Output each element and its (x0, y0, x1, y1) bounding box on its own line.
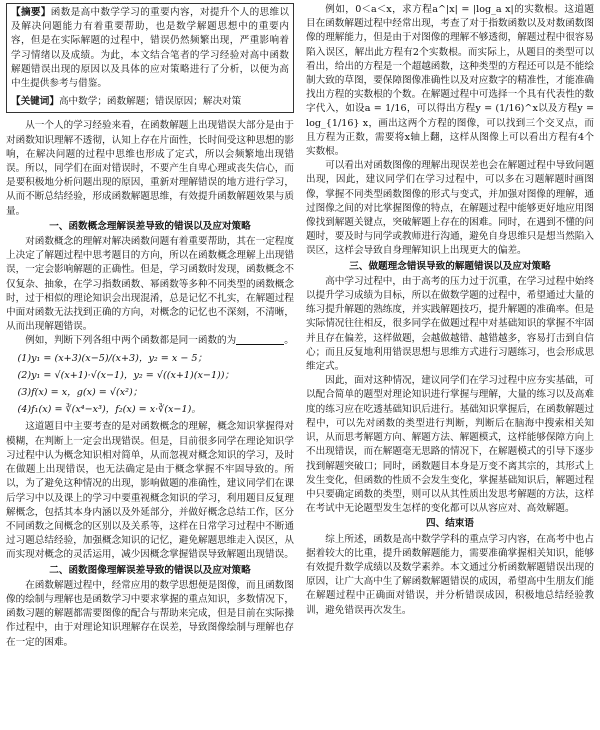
section-1-paragraph-1: 对函数概念的理解对解决函数问题有着重要帮助，其在一定程度上决定了解题过程中思考题目的方向，所以在函数概念理解上出现错误，一定会影响解题的正确性。但是，学习函数时发现，函数概念不仅复杂、抽象，在学习指数函数、幂函数等多种不同类型的函数概念时，过于相似的理论知识会出现混淆，总是记忆不扎实，在解题过程中面对函数无法找到正确的方向，对概念的记忆也不深刻，不清晰，从而出现解题错误。 (6, 236, 294, 333)
keywords-text: 高中数学；函数解题；错误原因；解决对策 (58, 96, 242, 108)
formula-4: (4)f₁(x) = ∛(x⁴−x³)，f₂(x) = x·∛(x−1)。 (17, 404, 201, 416)
keywords-paragraph (11, 95, 289, 109)
formula-1: (1)y₁ = (x+3)(x−5)/(x+3)，y₂ = x − 5； (17, 352, 208, 364)
section-3-paragraph-2: 因此，面对这种情况，建议同学们在学习过程中应夯实基础，可以配合简单的题型对理论知识进行掌握与理解，大量的练习以及高难度的练习应在吃透基础知识后进行。基础知识掌握后，在函数解题过程中，可以先对函数的类型进行判断，判断后在脑海中搜索相关知识，从而思考解题方向、解题方法、解题模式，这样能够保障方向上不出现错误，而在解题毫无思路的情况下，在解题模式的引导下逐步找到解题突破口；同时，函数题目本身是万变不离其宗的，其形式上发生变化，但函数的性质不会发生变化，掌握基础知识后，解题过程中只要确定函数的类型，则可以从其性质出发思考解题的方法，这样在考试中无论题型发生怎样的变化都可以从容应对、高效解题。 (306, 375, 594, 515)
example-lead-end: 。 (284, 335, 294, 347)
section-3-paragraph-1: 高中学习过程中，由于高考的压力过于沉重，在学习过程中始终以提升学习成绩为目标，所以在做数学题的过程中，希望通过大量的练习提升解题的熟练度，并实践解题技巧，提升解题的准确率。但是实际情况往往相反，很多同学在做题过程中对基础知识的掌握不牢固并且存在偏差，这样做题，会越做越错、越错越多，容易打击到自信心；而且反复地利用错误思想与思维方式进行习题练习，也会形成思维定式。 (306, 275, 594, 373)
section-2-title: 二、函数图像理解误差导致的错误以及应对策略 (49, 564, 251, 576)
abstract-box (6, 3, 294, 113)
section-1-title: 一、函数概念理解误差导致的错误以及应对策略 (49, 220, 251, 232)
abstract-label: 【摘要】 (11, 7, 51, 18)
section-2-paragraph-1: 在函数解题过程中，经常应用的数学思想便是图像，而且函数图像的绘制与理解也是函数学习中要求掌握的重点知识，多数情况下，函数习题的解题都需要图像的配合与帮助来完成，但是目前在实际操作过程中，由于对理论知识理解存在误差，导致图像绘制与理解也存在一定的困难。 (6, 579, 294, 648)
section-4-paragraph-1: 综上所述，函数是高中数学学科的重点学习内容，在高考中也占据着较大的比重，提升函数解题能力，需要准确掌握相关知识，能够有效提升数学成绩以及数学素养。本文通过分析函数解题错误出现的原因，让广大高中生了解函数解题错误的成因，希望高中生朋友们能在解题过程中正确面对错误，并分析错误成因，积极地总结经验教训，避免错误再次发生。 (306, 533, 594, 616)
right-column (306, 3, 594, 618)
abstract-paragraph (11, 6, 289, 91)
answer-blank (236, 334, 284, 345)
example-2-paragraph: 例如，0＜a＜x，求方程a^|x| = |log_a x|的实数根。这道题目在函数解题过程中经常出现，考查了对于指数函数以及对数函数图像的理解能力，但是由于对图像的理解不够透彻，解题过程中很容易陷入误区，解出此方程有2个实数根。而实际上，从题目的类型可以看出，给出的方程是一个超越函数，这种类型的方程还可以是不能绘制大致的草图，要保障图像准确性以及对应数字的精准性，才能准确找出方程的实数根的个数。在解题过程中可选择一个具有代表性的数字代入，如设a = 1/16，可以得出方程y = (1/16)^x以及方程y = log_{1/16} x，画出这两个方程的图像，可以找到三个交叉点，而且方程为正数，需要将x轴上翻，这样从图像上可以看出方程有4个实数根。 (306, 4, 594, 158)
abstract-text: 函数是高中数学学习的重要内容，对提升个人的思维以及解决问题能力有着重要帮助，也是数学解题思想中的重要内容，但是在实际解题的过程中，错误仍然频繁出现，严重影响着学习情绪以及成绩。为此，本文结合笔者的学习经验对高中函数解题错误出现的原因以及具体的应对策略进行了分析，以便为高中生提供参考与借鉴。 (11, 7, 290, 90)
section-4-title: 四、结束语 (426, 518, 474, 530)
keywords-label: 【关键词】 (11, 96, 59, 108)
formula-3: (3)f(x) = x，g(x) = √(x²)； (17, 387, 143, 399)
section-1-paragraph-2: 这道题目中主要考查的是对函数概念的理解，概念知识掌握得对模糊，在判断上一定会出现错误。但是，目前很多同学在理论知识学习过程中认为概念知识相对简单，从而忽视对概念知识的学习，及时在做题上出现错误，也无法确定是由于概念掌握不牢固导致的。所以，为了避免这种情况的出现，影响做题的准确性，建议同学们在课后学习中以及课上的学习中要重视概念知识的学习，利用题目反复理解概念，包括其本身内涵以及外延部分，并做好概念总结工作，区分不同函数之间概念的区别以及关系等，这样在日常学习过程中不断通过习题总结经验，加强概念知识的记忆，避免解题思维走入误区，从而实现对概念的灵活运用，减少因概念掌握错误导致解题出现错误。 (6, 421, 294, 561)
example-lead (6, 334, 294, 348)
left-column (6, 3, 294, 650)
formula-2: (2)y₁ = √(x+1)·√(x−1)，y₂ = √((x+1)(x−1))； (17, 369, 235, 381)
graph-advice-paragraph: 可以看出对函数图像的理解出现误差也会在解题过程中导致问题出现，因此，建议同学们在学习过程中，可以多在习题解题时画图像，掌握不同类型函数图像的形式与变式，并加强对图像的理解，通过图像之间的对比掌握图像的特点，在解题过程中能够更好地应用图像找到解题关键点，突破解题上存在的困难。同时，在遇到不懂的问题时，要及时与同学或教师进行沟通，避免自身思维只是想当然陷入误区，这样会导致自身理解知识上出现更大的偏差。 (306, 160, 594, 257)
section-3-title: 三、做题理念错误导致的解题错误以及应对策略 (349, 260, 551, 272)
example-lead-text: 例如，判断下列各组中两个函数都是同一函数的为 (25, 335, 237, 347)
intro-paragraph: 从一个人的学习经验来看，在函数解题上出现错误大部分是由于对函数知识理解不透彻，认知上存在片面性，长时间受这种思想的影响，在解决问题的过程中思维也形成了定式，所以会频繁地出现错误。所以，同学们在面对错误时，不要产生自卑心理或丧失信心，而是要积极地分析问题出现的原因，重新对理解错误的地方进行学习，从而不断总结经验，形成函数解题思维，有效提升函数解题效果与质量。 (6, 120, 294, 217)
